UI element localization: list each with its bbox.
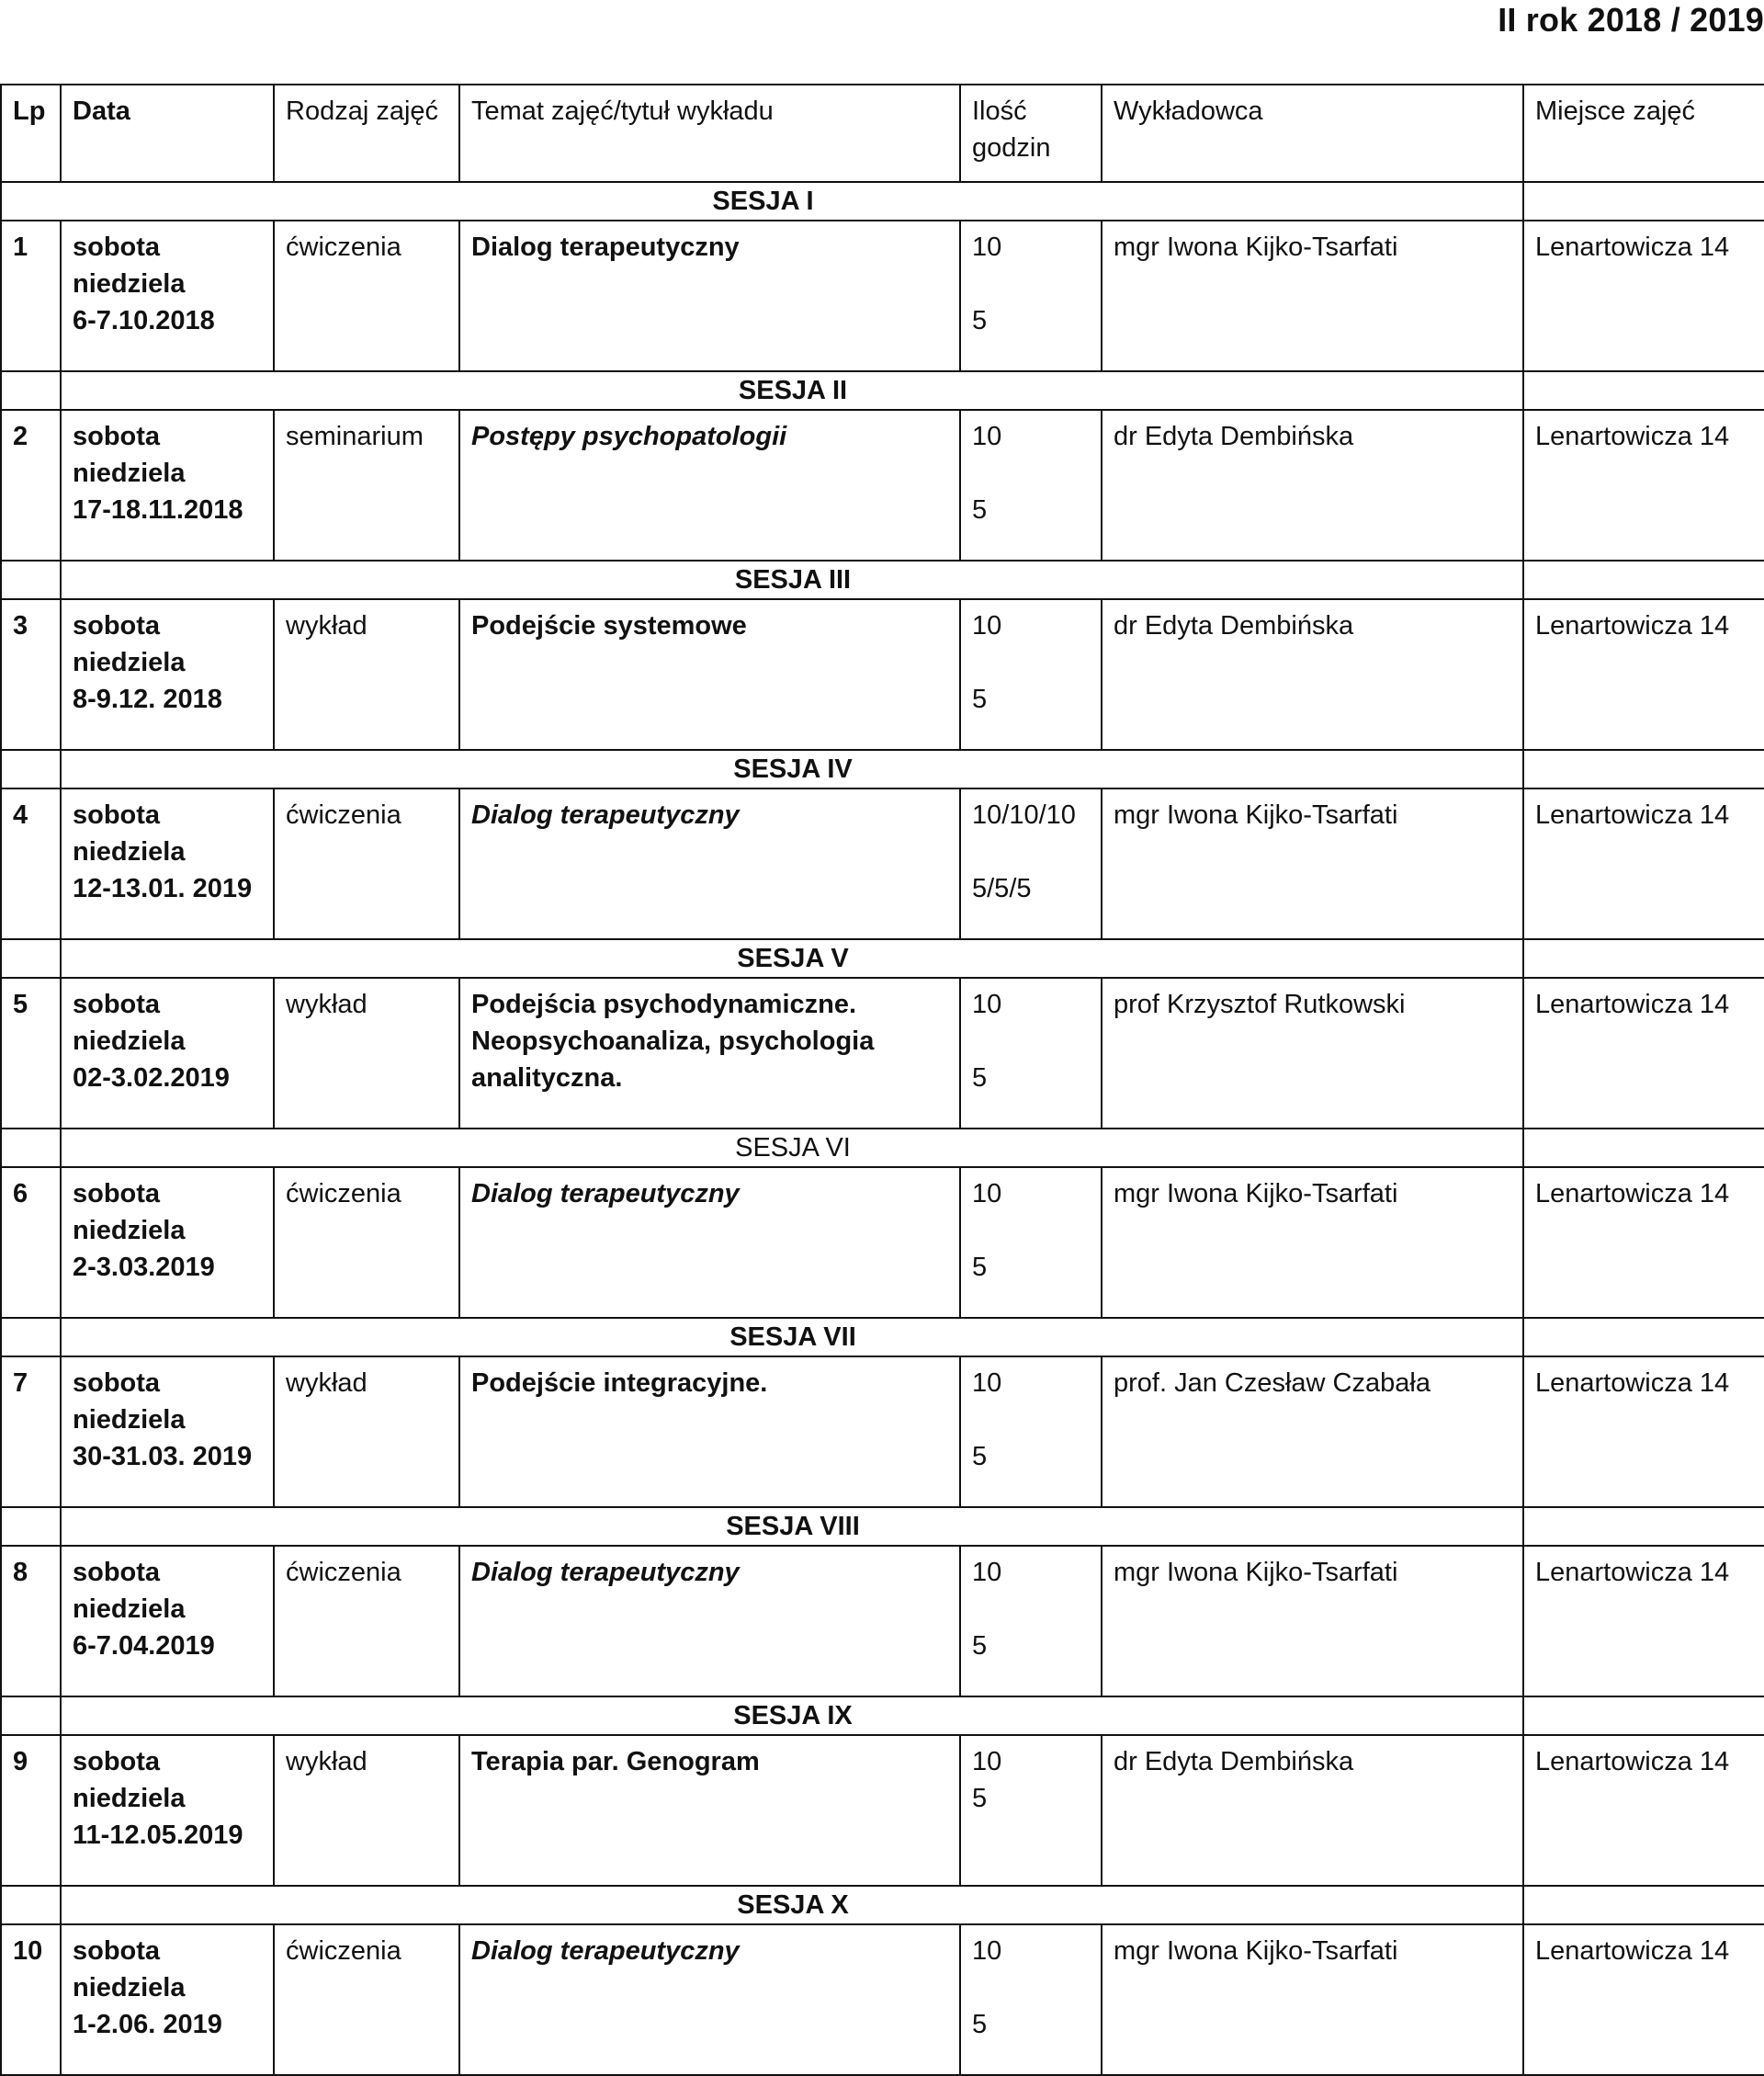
cell-hours [960, 410, 1102, 561]
header-lecturer: Wykładowca [1102, 85, 1523, 182]
cell-hours [960, 1924, 1102, 2075]
cell-hours-saturday: 10 [972, 1179, 1002, 1208]
table-row [1, 1546, 1764, 1696]
cell-day1: sobota [73, 233, 161, 262]
cell-hours-spacer [972, 1969, 1091, 2006]
session-empty-cell [1523, 1696, 1764, 1735]
cell-lecturer: mgr Iwona Kijko-Tsarfati [1102, 788, 1523, 939]
cell-topic-line: Dialog terapeutyczny [471, 1558, 740, 1587]
cell-place: Lenartowicza 14 [1523, 1167, 1764, 1318]
cell-place: Lenartowicza 14 [1523, 1735, 1764, 1886]
cell-day1: sobota [73, 1368, 161, 1398]
cell-topic-line: Dialog terapeutyczny [471, 1179, 740, 1208]
session-header-row [1, 1886, 1764, 1924]
cell-hours-spacer [972, 1023, 1091, 1060]
cell-day2: niedziela [73, 1405, 186, 1435]
table-row [1, 978, 1764, 1129]
session-empty-cell [1, 750, 61, 788]
cell-place: Lenartowicza 14 [1523, 978, 1764, 1129]
cell-date [61, 599, 274, 750]
session-label: SESJA II [61, 371, 1523, 410]
cell-topic [459, 978, 960, 1129]
cell-date-range: 6-7.10.2018 [73, 306, 215, 335]
cell-topic [459, 1735, 960, 1886]
cell-topic [459, 1924, 960, 2075]
cell-topic [459, 1167, 960, 1318]
cell-lecturer: mgr Iwona Kijko-Tsarfati [1102, 1546, 1523, 1696]
cell-topic [459, 788, 960, 939]
cell-hours-spacer [972, 455, 1091, 492]
cell-lp: 1 [1, 221, 61, 371]
schedule-table [0, 84, 1764, 2076]
cell-hours-sunday: 5/5/5 [972, 874, 1032, 903]
cell-topic [459, 221, 960, 371]
cell-hours-saturday: 10 [972, 1936, 1002, 1966]
cell-type: ćwiczenia [274, 788, 459, 939]
cell-day1: sobota [73, 422, 161, 451]
cell-lp: 10 [1, 1924, 61, 2075]
session-label: SESJA IX [61, 1696, 1523, 1735]
session-label: SESJA VII [61, 1318, 1523, 1356]
cell-topic [459, 1356, 960, 1507]
cell-hours-sunday: 5 [972, 1063, 988, 1093]
session-header-row [1, 371, 1764, 410]
cell-hours-saturday: 10 [972, 1558, 1002, 1587]
session-label: SESJA X [61, 1886, 1523, 1924]
cell-lp: 9 [1, 1735, 61, 1886]
cell-date [61, 1546, 274, 1696]
cell-topic-line: Dialog terapeutyczny [471, 1936, 740, 1966]
session-header-row [1, 1129, 1764, 1167]
session-empty-cell [1523, 750, 1764, 788]
session-empty-cell [1523, 939, 1764, 978]
cell-lp: 6 [1, 1167, 61, 1318]
cell-date [61, 221, 274, 371]
cell-date-range: 11-12.05.2019 [73, 1821, 243, 1850]
cell-hours-saturday: 10 [972, 422, 1002, 451]
cell-hours-spacer [972, 1212, 1091, 1249]
cell-place: Lenartowicza 14 [1523, 1356, 1764, 1507]
cell-hours [960, 1167, 1102, 1318]
cell-day2: niedziela [73, 648, 186, 677]
session-header-row [1, 939, 1764, 978]
session-empty-cell [1523, 371, 1764, 410]
cell-date-range: 17-18.11.2018 [73, 495, 243, 525]
cell-day2: niedziela [73, 1216, 186, 1245]
cell-hours [960, 788, 1102, 939]
session-empty-cell [1523, 1507, 1764, 1546]
cell-day1: sobota [73, 990, 161, 1019]
cell-hours-saturday: 10 [972, 990, 1002, 1019]
cell-date [61, 1356, 274, 1507]
session-empty-cell [1523, 182, 1764, 221]
cell-day2: niedziela [73, 837, 186, 867]
cell-type: ćwiczenia [274, 1167, 459, 1318]
cell-type: ćwiczenia [274, 221, 459, 371]
cell-date-range: 02-3.02.2019 [73, 1063, 230, 1093]
cell-topic-line: Podejścia psychodynamiczne. [471, 990, 857, 1019]
cell-type: wykład [274, 1356, 459, 1507]
table-row [1, 599, 1764, 750]
cell-hours-spacer [972, 834, 1091, 870]
table-header-row [1, 85, 1764, 182]
cell-day2: niedziela [73, 459, 186, 488]
cell-lecturer: prof. Jan Czesław Czabała [1102, 1356, 1523, 1507]
header-topic: Temat zajęć/tytuł wykładu [459, 85, 960, 182]
session-label: SESJA VIII [61, 1507, 1523, 1546]
cell-type: wykład [274, 1735, 459, 1886]
cell-date [61, 788, 274, 939]
cell-type: wykład [274, 978, 459, 1129]
cell-hours-sunday: 5 [972, 1631, 988, 1661]
session-empty-cell [1, 939, 61, 978]
cell-hours-spacer [972, 644, 1091, 681]
header-hours-line2: godzin [972, 133, 1051, 163]
cell-topic [459, 410, 960, 561]
cell-day1: sobota [73, 800, 161, 830]
cell-place: Lenartowicza 14 [1523, 1546, 1764, 1696]
document-title: II rok 2018 / 2019 [1498, 1, 1764, 39]
cell-type: ćwiczenia [274, 1924, 459, 2075]
session-header-row [1, 182, 1764, 221]
header-hours-line1: Ilość [972, 96, 1027, 126]
cell-day2: niedziela [73, 269, 186, 299]
cell-hours [960, 1735, 1102, 1886]
cell-day1: sobota [73, 1747, 161, 1776]
table-row [1, 1735, 1764, 1886]
cell-hours-sunday: 5 [972, 2010, 988, 2039]
cell-topic-line: Terapia par. Genogram [471, 1747, 760, 1776]
session-empty-cell [1523, 561, 1764, 599]
cell-hours-saturday: 10/10/10 [972, 800, 1076, 830]
cell-lecturer: mgr Iwona Kijko-Tsarfati [1102, 1167, 1523, 1318]
cell-hours-saturday: 10 [972, 611, 1002, 641]
cell-lp: 2 [1, 410, 61, 561]
cell-day2: niedziela [73, 1594, 186, 1624]
table-row [1, 410, 1764, 561]
cell-date [61, 978, 274, 1129]
cell-hours-sunday: 5 [972, 1442, 988, 1471]
session-label: SESJA VI [61, 1129, 1523, 1167]
cell-lp: 8 [1, 1546, 61, 1696]
cell-lp: 5 [1, 978, 61, 1129]
session-label: SESJA I [1, 182, 1523, 221]
session-header-row [1, 1318, 1764, 1356]
cell-date [61, 1924, 274, 2075]
cell-topic-line: Dialog terapeutyczny [471, 800, 740, 830]
cell-date [61, 410, 274, 561]
cell-place: Lenartowicza 14 [1523, 1924, 1764, 2075]
session-empty-cell [1, 1696, 61, 1735]
cell-date-range: 6-7.04.2019 [73, 1631, 215, 1661]
cell-day2: niedziela [73, 1784, 186, 1813]
cell-date-range: 30-31.03. 2019 [73, 1442, 253, 1471]
cell-date-range: 12-13.01. 2019 [73, 874, 253, 903]
session-empty-cell [1523, 1318, 1764, 1356]
cell-hours [960, 221, 1102, 371]
session-empty-cell [1523, 1129, 1764, 1167]
cell-lp: 7 [1, 1356, 61, 1507]
cell-date-range: 2-3.03.2019 [73, 1253, 215, 1282]
header-type: Rodzaj zajęć [274, 85, 459, 182]
session-empty-cell [1523, 1886, 1764, 1924]
cell-lecturer: mgr Iwona Kijko-Tsarfati [1102, 1924, 1523, 2075]
cell-date-range: 8-9.12. 2018 [73, 685, 222, 714]
cell-topic-line: Neopsychoanaliza, psychologia [471, 1027, 875, 1056]
session-empty-cell [1, 1129, 61, 1167]
cell-lecturer: dr Edyta Dembińska [1102, 1735, 1523, 1886]
cell-date [61, 1735, 274, 1886]
session-header-row [1, 1507, 1764, 1546]
session-empty-cell [1, 1318, 61, 1356]
table-row [1, 221, 1764, 371]
cell-date [61, 1167, 274, 1318]
cell-day1: sobota [73, 611, 161, 641]
cell-topic-line: analityczna. [471, 1063, 623, 1093]
cell-hours [960, 1356, 1102, 1507]
cell-type: ćwiczenia [274, 1546, 459, 1696]
cell-hours-sunday: 5 [972, 1253, 988, 1282]
cell-hours [960, 1546, 1102, 1696]
header-lp: Lp [1, 85, 61, 182]
session-header-row [1, 750, 1764, 788]
cell-hours-spacer [972, 1401, 1091, 1438]
table-row [1, 1924, 1764, 2075]
header-place: Miejsce zajęć [1523, 85, 1764, 182]
cell-hours-saturday: 10 [972, 233, 1002, 262]
cell-topic [459, 599, 960, 750]
cell-lp: 3 [1, 599, 61, 750]
cell-hours-sunday: 5 [972, 1784, 988, 1813]
cell-type: seminarium [274, 410, 459, 561]
cell-topic [459, 1546, 960, 1696]
session-empty-cell [1, 1886, 61, 1924]
cell-hours-sunday: 5 [972, 685, 988, 714]
cell-place: Lenartowicza 14 [1523, 410, 1764, 561]
cell-type: wykład [274, 599, 459, 750]
cell-lp: 4 [1, 788, 61, 939]
cell-lecturer: dr Edyta Dembińska [1102, 410, 1523, 561]
cell-day1: sobota [73, 1558, 161, 1587]
header-date: Data [61, 85, 274, 182]
cell-topic-line: Podejście integracyjne. [471, 1368, 768, 1398]
cell-day1: sobota [73, 1179, 161, 1208]
cell-hours-saturday: 10 [972, 1368, 1002, 1398]
cell-hours [960, 978, 1102, 1129]
header-hours [960, 85, 1102, 182]
cell-date-range: 1-2.06. 2019 [73, 2010, 222, 2039]
cell-topic-line: Postępy psychopatologii [471, 422, 787, 451]
cell-place: Lenartowicza 14 [1523, 599, 1764, 750]
cell-hours-sunday: 5 [972, 495, 988, 525]
session-empty-cell [1, 561, 61, 599]
session-empty-cell [1, 371, 61, 410]
session-header-row [1, 561, 1764, 599]
table-row [1, 1356, 1764, 1507]
cell-topic-line: Podejście systemowe [471, 611, 747, 641]
cell-lecturer: mgr Iwona Kijko-Tsarfati [1102, 221, 1523, 371]
cell-topic-line: Dialog terapeutyczny [471, 233, 740, 262]
cell-hours-saturday: 10 [972, 1747, 1002, 1776]
table-row [1, 788, 1764, 939]
session-header-row [1, 1696, 1764, 1735]
session-label: SESJA IV [61, 750, 1523, 788]
session-empty-cell [1, 1507, 61, 1546]
cell-day2: niedziela [73, 1973, 186, 2002]
session-label: SESJA III [61, 561, 1523, 599]
cell-place: Lenartowicza 14 [1523, 221, 1764, 371]
cell-lecturer: dr Edyta Dembińska [1102, 599, 1523, 750]
cell-day2: niedziela [73, 1027, 186, 1056]
table-row [1, 1167, 1764, 1318]
cell-hours [960, 599, 1102, 750]
session-label: SESJA V [61, 939, 1523, 978]
cell-hours-sunday: 5 [972, 306, 988, 335]
cell-place: Lenartowicza 14 [1523, 788, 1764, 939]
cell-hours-spacer [972, 1591, 1091, 1628]
cell-day1: sobota [73, 1936, 161, 1966]
cell-lecturer: prof Krzysztof Rutkowski [1102, 978, 1523, 1129]
cell-hours-spacer [972, 266, 1091, 302]
